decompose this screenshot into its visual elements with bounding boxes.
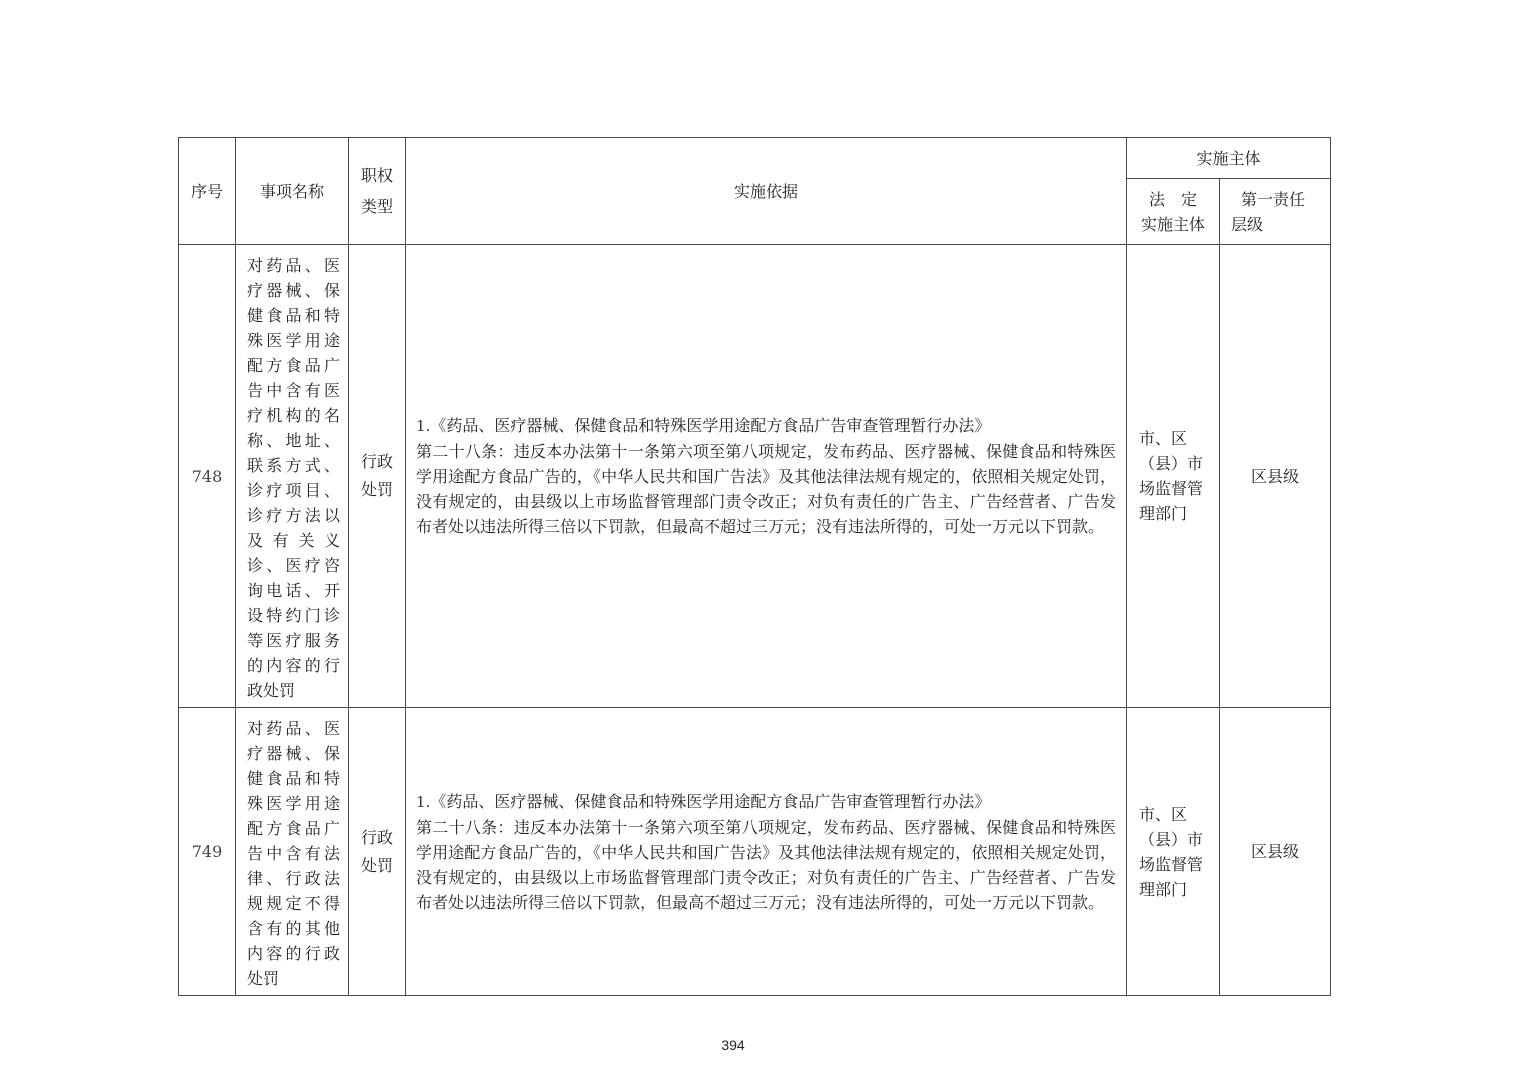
row-seq: 749	[179, 708, 236, 996]
row-legal-subject: 市、区（县）市场监督管理部门	[1127, 245, 1220, 708]
table-row	[179, 245, 1331, 708]
header-legal-subject-line2: 实施主体	[1140, 214, 1205, 234]
header-legal-subject-line1: 法 定	[1148, 189, 1197, 209]
row-power-type	[349, 245, 406, 708]
header-basis: 实施依据	[406, 138, 1127, 245]
row-basis	[406, 245, 1127, 708]
header-item-name: 事项名称	[236, 138, 349, 245]
row-basis-law: 《药品、医疗器械、保健食品和特殊医学用途配方食品广告审查管理暂行办法》	[430, 416, 991, 435]
row-basis-law-line	[416, 413, 1116, 439]
row-basis-text: 第二十八条：违反本办法第十一条第六项至第八项规定，发布药品、医疗器械、保健食品和特殊医学用途配方食品广告的，《中华人民共和国广告法》及其他法律法规有规定的，依照相关规定处罚，没有规定的，由县级以上市场监督管理部门责令改正；对负有责任的广告主、广告经营者、广告发布者处以违法所得三倍以下罚款，但最高不超过三万元；没有违法所得的，可处一万元以下罚款。	[416, 817, 1116, 912]
row-basis-law: 《药品、医疗器械、保健食品和特殊医学用途配方食品广告审查管理暂行办法》	[430, 791, 991, 811]
header-seq: 序号	[179, 138, 236, 245]
row-basis-law-line	[416, 789, 1116, 815]
row-power-type-line2: 处罚	[360, 855, 393, 875]
row-power-type	[349, 708, 406, 996]
row-power-type-line2: 处罚	[360, 480, 393, 499]
row-legal-subject: 市、区（县）市场监督管理部门	[1127, 708, 1220, 996]
table-row	[179, 708, 1331, 996]
enforcement-table	[178, 137, 1331, 996]
row-seq: 748	[179, 245, 236, 708]
row-power-type-line1: 行政	[360, 452, 393, 471]
header-power-type-line2: 类型	[360, 197, 393, 216]
header-first-level	[1220, 179, 1331, 245]
header-first-level-line1: 第一责任	[1241, 189, 1306, 209]
row-item-name: 对药品、医疗器械、保健食品和特殊医学用途配方食品广告中含有医疗机构的名称、地址、联系方式、诊疗项目、诊疗方法以及有关义诊、医疗咨询电话、开设特约门诊等医疗服务的内容的行政处罚	[236, 245, 349, 708]
header-legal-subject	[1127, 179, 1220, 245]
header-subject-group: 实施主体	[1127, 138, 1331, 179]
row-basis-number: 1.	[416, 792, 431, 811]
row-power-type-line1: 行政	[360, 827, 393, 847]
row-basis	[406, 708, 1127, 996]
page-number: 394	[721, 1037, 745, 1053]
row-first-level: 区县级	[1220, 708, 1331, 996]
row-basis-text: 第二十八条：违反本办法第十一条第六项至第八项规定，发布药品、医疗器械、保健食品和特殊医学用途配方食品广告的，《中华人民共和国广告法》及其他法律法规有规定的，依照相关规定处罚，没有规定的，由县级以上市场监督管理部门责令改正；对负有责任的广告主、广告经营者、广告发布者处以违法所得三倍以下罚款，但最高不超过三万元；没有违法所得的，可处一万元以下罚款。	[416, 442, 1116, 536]
header-row-top	[179, 138, 1331, 179]
header-power-type	[349, 138, 406, 245]
row-item-name: 对药品、医疗器械、保健食品和特殊医学用途配方食品广告中含有法律、行政法规规定不得含有的其他内容的行政处罚	[236, 708, 349, 996]
header-first-level-line2: 层级	[1231, 214, 1264, 234]
header-power-type-line1: 职权	[360, 166, 393, 185]
row-first-level: 区县级	[1220, 245, 1331, 708]
row-basis-number: 1.	[416, 417, 431, 435]
